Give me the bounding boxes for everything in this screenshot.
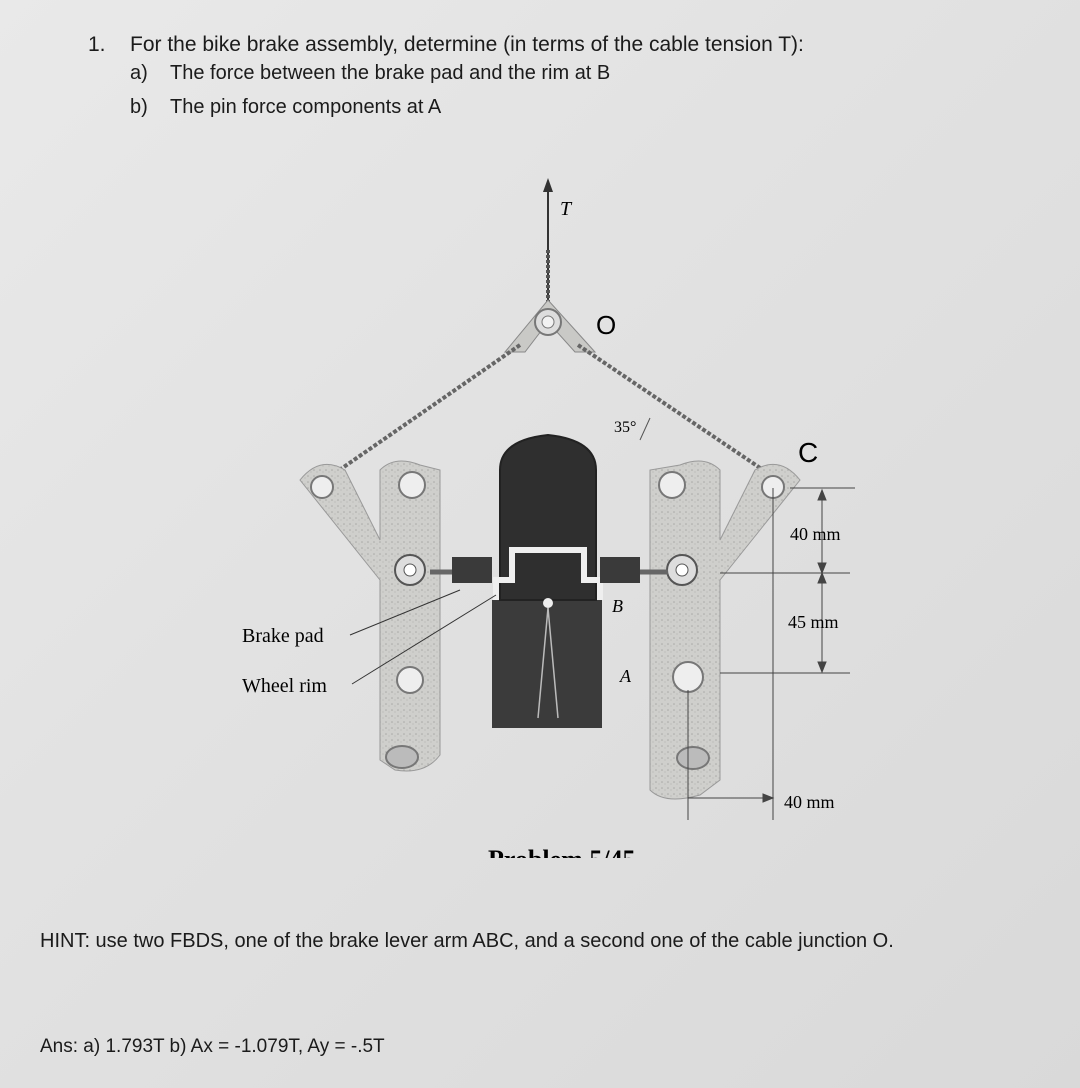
answer-text: Ans: a) 1.793T b) Ax = -1.079T, Ay = -.5T (40, 1036, 385, 1057)
part-b (130, 96, 441, 119)
right-brake-pad (600, 557, 640, 583)
right-cable (578, 345, 775, 478)
point-c-label: C (798, 437, 819, 468)
point-b-label: B (612, 596, 623, 616)
part-a-label: a) (130, 62, 148, 84)
part-b-text: The pin force components at A (170, 96, 442, 118)
brake-assembly-figure (0, 150, 1080, 870)
part-a-text: The force between the brake pad and the rim at B (170, 62, 611, 84)
problem-number: 1. (88, 33, 106, 56)
left-brake-lever (300, 461, 440, 771)
tension-label: T (560, 198, 572, 220)
brake-pad-label: Brake pad (242, 625, 324, 647)
right-brake-lever (650, 461, 800, 799)
dim-40-top-label: 40 mm (790, 524, 841, 544)
part-b-label: b) (130, 96, 148, 118)
left-brake-pad (452, 557, 492, 583)
point-a-label: A (620, 666, 631, 686)
figure-caption: Problem 5/45 (488, 845, 636, 870)
junction-label: O (596, 310, 617, 340)
angle-label: 35° (614, 419, 637, 436)
wheel-rim-label: Wheel rim (242, 675, 327, 697)
dim-40-bottom-label: 40 mm (784, 792, 835, 812)
dim-45-label: 45 mm (788, 612, 839, 632)
problem-stem: For the bike brake assembly, determine (in terms of the cable tension T): (130, 33, 804, 56)
wheel (492, 435, 602, 728)
hint-text: HINT: use two FBDS, one of the brake lever arm ABC, and a second one of the cable junction O. (40, 930, 894, 952)
part-a (130, 62, 610, 85)
left-cable (325, 345, 520, 480)
